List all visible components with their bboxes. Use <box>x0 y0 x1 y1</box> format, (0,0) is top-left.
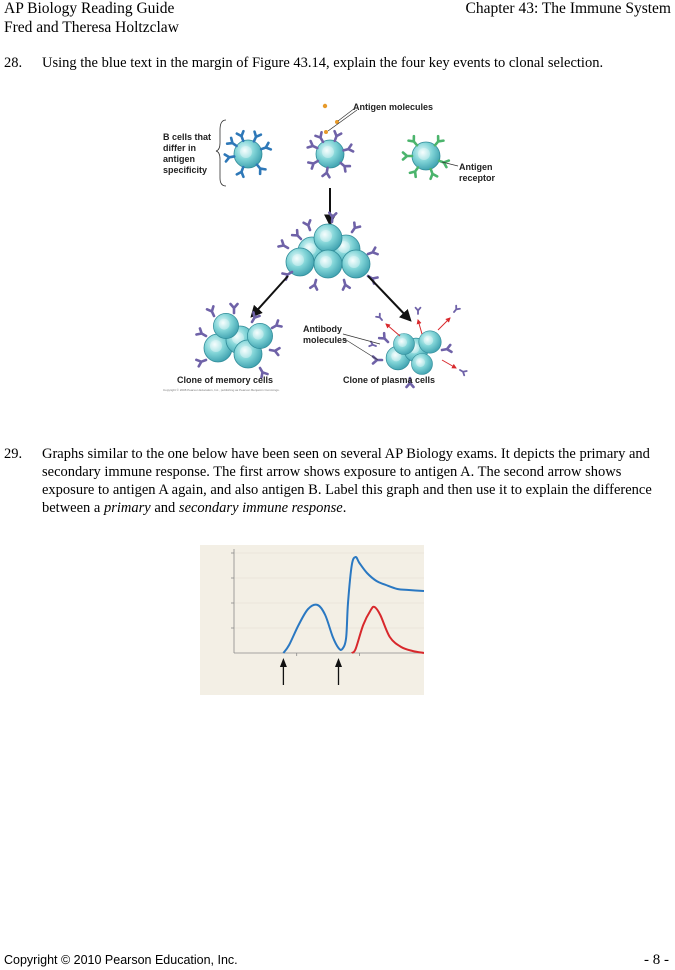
clonal-selection-figure <box>160 98 495 396</box>
question-text: Graphs similar to the one below have been seen on several AP Biology exams. It depicts the primary and secondary immune response. The first arrow shows exposure to antigen A. The second arrow shows exposure to antigen A again, and also antigen B. Label this graph and then use it to explain the difference between a primary and secondary immune response. <box>42 446 652 516</box>
chapter-title: Chapter 43: The Immune System <box>465 0 671 17</box>
plasma-clone-label: Clone of plasma cells <box>343 375 436 385</box>
antigen-receptor-label: Antigen <box>459 162 493 172</box>
antigen-molecules-label: Antigen molecules <box>353 102 434 112</box>
antigen-receptor-label-2: receptor <box>459 173 495 183</box>
svg-text:specificity: specificity <box>163 165 208 175</box>
antibody-molecules-label: Antibody <box>303 324 342 334</box>
guide-title: AP Biology Reading Guide <box>4 0 175 17</box>
page-number: - 8 - <box>644 952 669 968</box>
svg-text:B cells that: B cells that <box>163 132 212 142</box>
svg-text:differ in: differ in <box>163 143 196 153</box>
question-number: 28. <box>4 55 23 71</box>
question-text: Using the blue text in the margin of Figure 43.14, explain the four key events to clonal selection. <box>42 55 604 71</box>
question-29 <box>4 445 670 517</box>
footer-copyright: Copyright © 2010 Pearson Education, Inc. <box>4 953 238 967</box>
question-number: 29. <box>4 446 23 462</box>
immune-response-graph <box>200 545 424 695</box>
figure-copyright: Copyright © 2008 Pearson Education, Inc., publishing as Pearson Benjamin Cummings. <box>163 388 280 392</box>
antibody-molecules-label-2: molecules <box>303 335 348 345</box>
svg-text:antigen: antigen <box>163 154 196 164</box>
memory-clone-label: Clone of memory cells <box>177 375 274 385</box>
question-28 <box>4 54 670 72</box>
guide-authors: Fred and Theresa Holtzclaw <box>4 19 179 36</box>
